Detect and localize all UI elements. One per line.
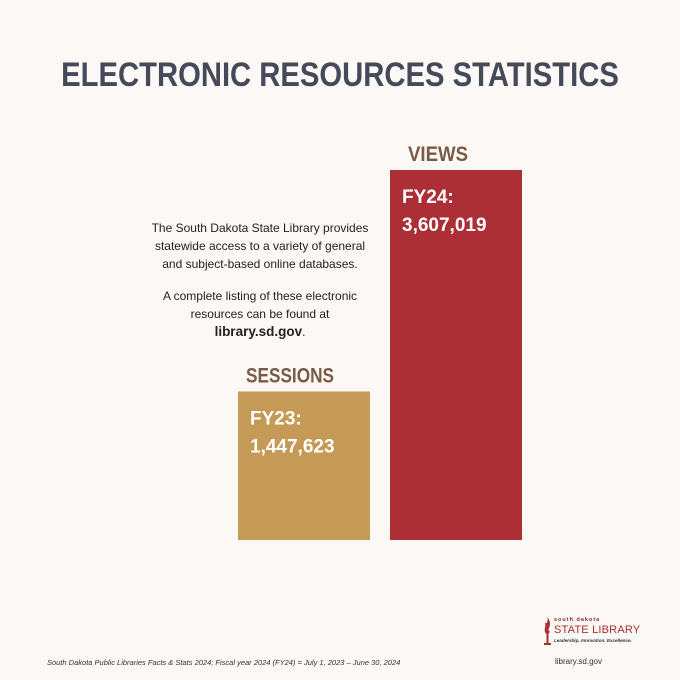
period-label-views: FY24: <box>402 187 454 208</box>
description-text: A complete listing of these electronic resources can be found at <box>162 289 358 321</box>
period-label-sessions: FY23: <box>250 408 302 430</box>
footer-source-note: South Dakota Public Libraries Facts & Stats 2024; Fiscal year 2024 (FY24) = July 1, 2023 – June 30, 2024 <box>47 658 401 667</box>
footer-url[interactable]: library.sd.gov <box>555 657 602 666</box>
category-label-views: VIEWS <box>408 143 468 166</box>
logo-line-2: STATE LIBRARY <box>554 624 641 636</box>
page-title: ELECTRONIC RESOURCES STATISTICS <box>61 56 619 94</box>
logo-line-1: south dakota <box>554 617 601 623</box>
description-paragraph-2 <box>150 287 370 341</box>
logo-tagline: Leadership. Innovation. Excellence. <box>554 638 632 643</box>
description-period: . <box>302 325 306 339</box>
value-label-sessions: 1,447,623 <box>250 436 335 458</box>
description <box>150 219 370 355</box>
value-label-views: 3,607,019 <box>402 215 487 236</box>
flame-icon <box>542 616 553 646</box>
category-label-sessions: SESSIONS <box>246 364 334 388</box>
description-paragraph-1: The South Dakota State Library provides statewide access to a variety of general and subject-based online databases. <box>151 221 369 271</box>
library-link[interactable]: library.sd.gov <box>214 324 303 339</box>
state-library-logo <box>542 616 662 650</box>
